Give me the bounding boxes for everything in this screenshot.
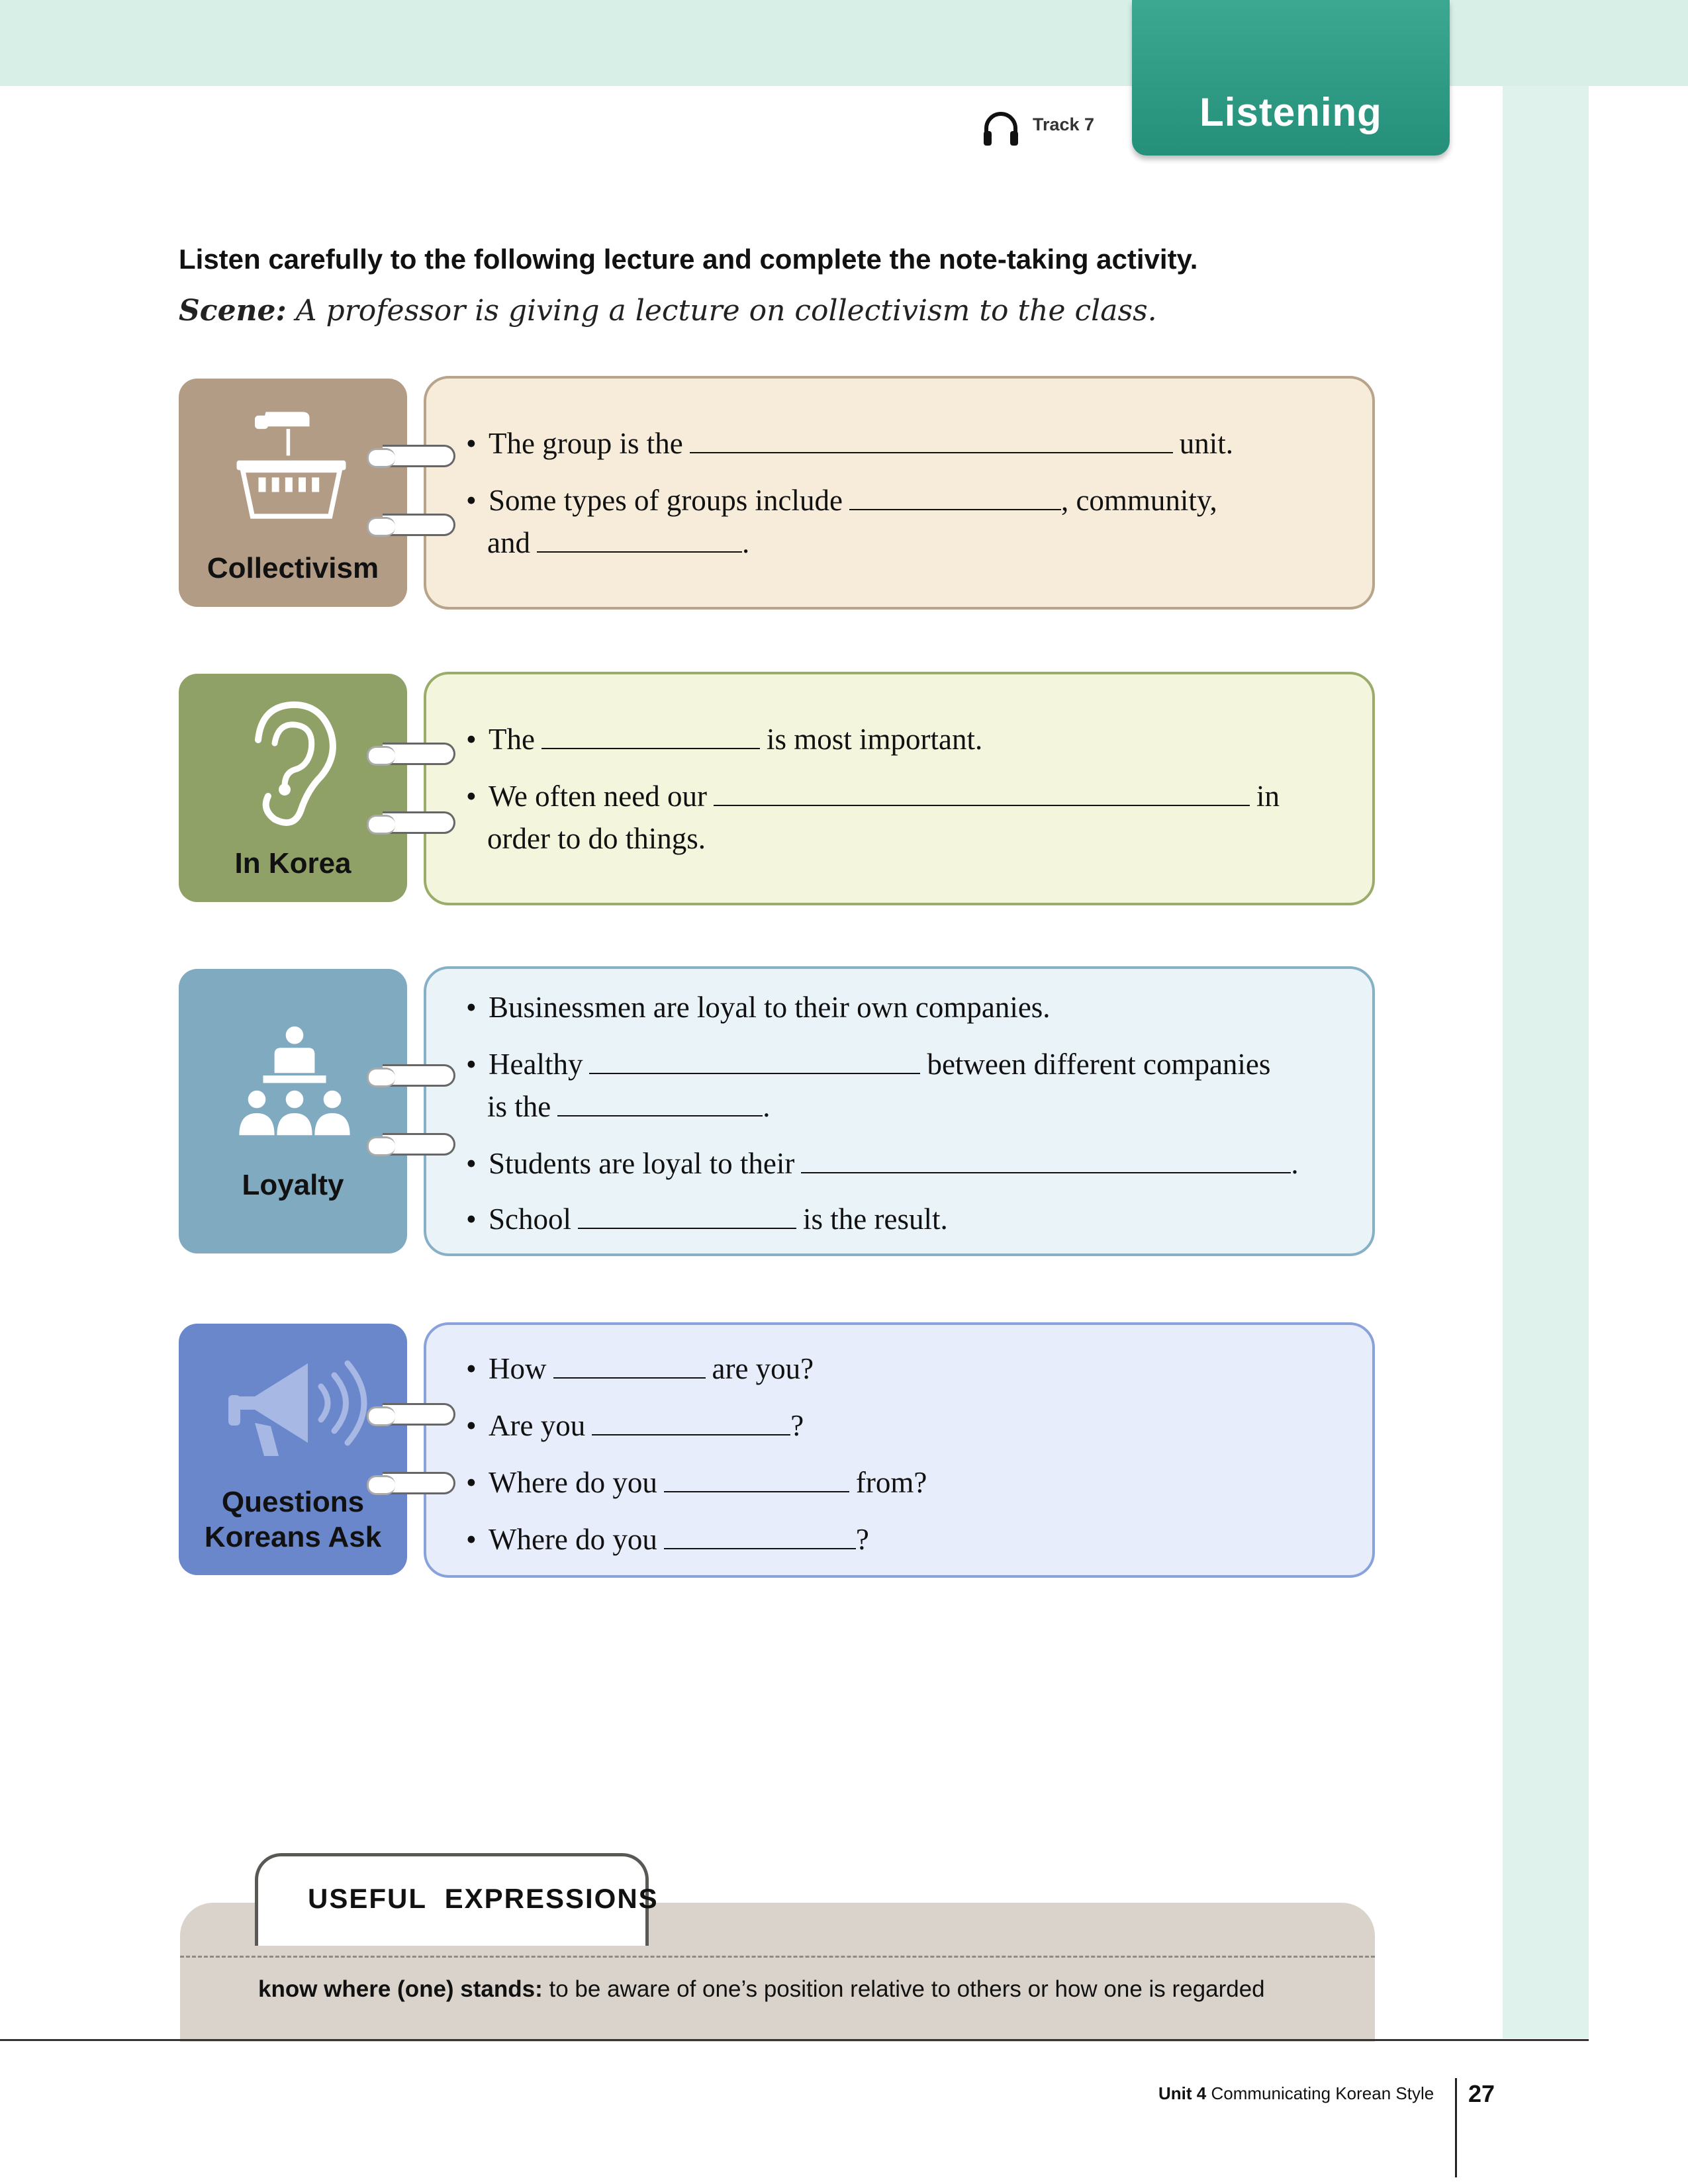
note-line: • The group is the unit. bbox=[466, 427, 1233, 460]
binder-ring bbox=[383, 743, 455, 765]
questions-tile bbox=[179, 1324, 407, 1575]
in-korea-label: In Korea bbox=[234, 847, 352, 880]
answer-blank[interactable] bbox=[578, 1205, 796, 1229]
scene-label: Scene: bbox=[179, 294, 287, 328]
useful-expressions-title: USEFUL EXPRESSIONS bbox=[308, 1883, 659, 1914]
answer-blank[interactable] bbox=[557, 1093, 763, 1116]
scene-line bbox=[179, 294, 1157, 328]
collectivism-notes-card bbox=[424, 376, 1375, 610]
right-decor-band bbox=[1503, 86, 1589, 2038]
note-line: • School is the result. bbox=[466, 1203, 948, 1236]
expression-term: know where (one) stands: bbox=[258, 1976, 543, 2002]
instructions-title: Listen carefully to the following lecture and complete the note-taking activity. bbox=[179, 244, 1198, 275]
binder-ring bbox=[383, 514, 455, 536]
expression-definition: to be aware of one’s position relative to others or how one is regarded bbox=[549, 1976, 1265, 2002]
loyalty-tile bbox=[179, 969, 407, 1253]
headphones-icon[interactable] bbox=[980, 107, 1022, 150]
in-korea-tile bbox=[179, 674, 407, 902]
ear-icon bbox=[248, 697, 341, 829]
binder-ring bbox=[383, 1472, 455, 1494]
collectivism-tile bbox=[179, 379, 407, 607]
answer-blank[interactable] bbox=[714, 782, 1250, 806]
collectivism-label: Collectivism bbox=[207, 552, 379, 584]
scene-text: A professor is giving a lecture on collectivism to the class. bbox=[295, 294, 1157, 328]
loyalty-notes-card bbox=[424, 966, 1375, 1256]
track-label[interactable]: Track 7 bbox=[1033, 114, 1095, 134]
section-title: Listening bbox=[1199, 90, 1382, 134]
binder-ring bbox=[383, 1403, 455, 1426]
answer-blank[interactable] bbox=[690, 430, 1173, 453]
note-line: • Healthy between different companies bbox=[466, 1048, 1271, 1081]
note-line: is the . bbox=[487, 1090, 771, 1123]
answer-blank[interactable] bbox=[592, 1412, 790, 1435]
dashed-divider bbox=[180, 1956, 1375, 1958]
answer-blank[interactable] bbox=[589, 1050, 920, 1074]
answer-blank[interactable] bbox=[541, 725, 760, 749]
questions-notes-card bbox=[424, 1322, 1375, 1578]
hand-basket-icon bbox=[218, 405, 364, 534]
loyalty-label: Loyalty bbox=[242, 1169, 344, 1201]
answer-blank[interactable] bbox=[664, 1525, 856, 1549]
megaphone-icon bbox=[215, 1350, 374, 1463]
footer-separator bbox=[1455, 2078, 1457, 2177]
note-line: • How are you? bbox=[466, 1352, 814, 1385]
questions-label-line1: Questions bbox=[221, 1486, 365, 1518]
footer-rule bbox=[0, 2039, 1589, 2041]
note-line: • Businessmen are loyal to their own companies. bbox=[466, 991, 1051, 1024]
answer-blank[interactable] bbox=[537, 529, 742, 553]
answer-blank[interactable] bbox=[801, 1150, 1291, 1173]
binder-ring bbox=[383, 1064, 455, 1087]
questions-label-line2: Koreans Ask bbox=[204, 1521, 382, 1553]
expression-entry bbox=[258, 1976, 1265, 2003]
note-line: • Are you ? bbox=[466, 1409, 804, 1442]
binder-ring bbox=[383, 1133, 455, 1156]
answer-blank[interactable] bbox=[849, 486, 1061, 510]
note-line: • Where do you ? bbox=[466, 1523, 869, 1556]
page-number: 27 bbox=[1468, 2080, 1495, 2107]
note-line: • Where do you from? bbox=[466, 1466, 927, 1499]
note-line: • Some types of groups include , community, bbox=[466, 484, 1217, 517]
footer-unit: Unit 4 Communicating Korean Style bbox=[1158, 2083, 1434, 2103]
answer-blank[interactable] bbox=[553, 1355, 706, 1379]
binder-ring bbox=[383, 811, 455, 834]
note-line: • Students are loyal to their . bbox=[466, 1147, 1299, 1180]
note-line: • The is most important. bbox=[466, 723, 983, 756]
audience-icon bbox=[228, 1025, 361, 1151]
answer-blank[interactable] bbox=[664, 1469, 849, 1492]
note-line: • We often need our in bbox=[466, 780, 1280, 813]
in-korea-notes-card bbox=[424, 672, 1375, 905]
binder-ring bbox=[383, 445, 455, 467]
note-line: order to do things. bbox=[487, 822, 706, 855]
note-line: and . bbox=[487, 526, 750, 559]
